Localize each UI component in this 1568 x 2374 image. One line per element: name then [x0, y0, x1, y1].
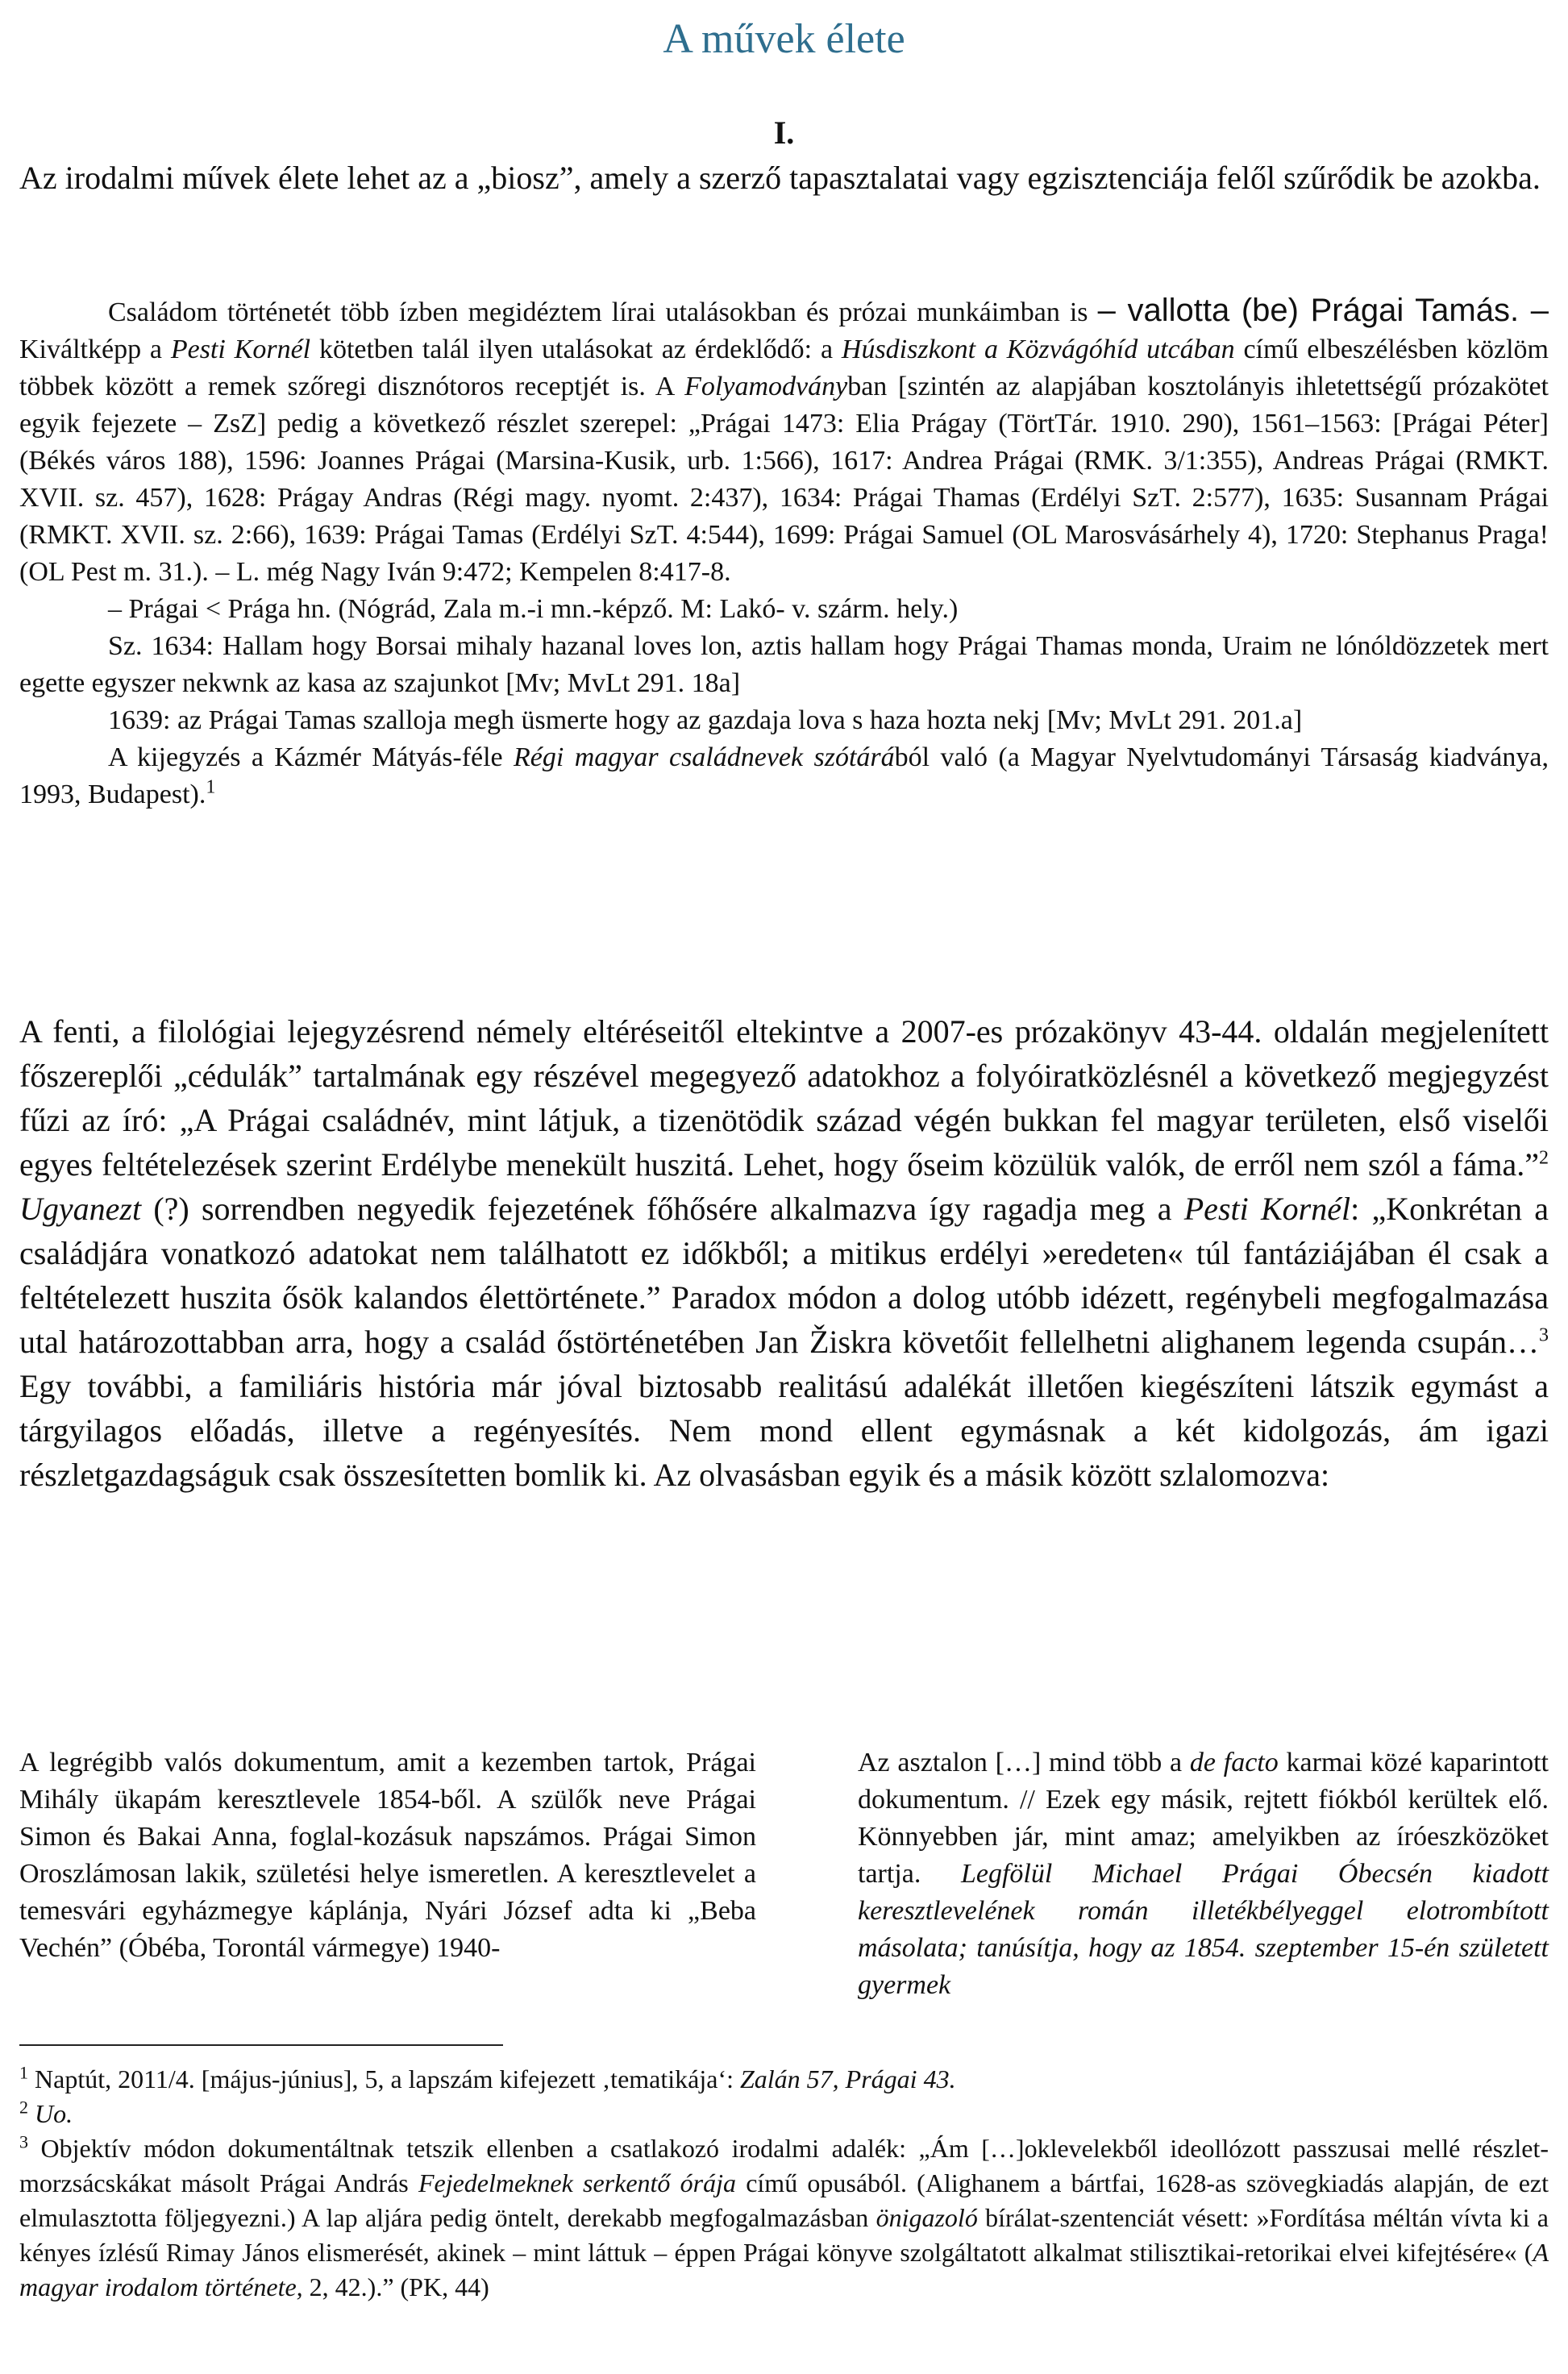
footnote-2: $^2$ Uo. — [19, 2097, 73, 2128]
footnote-3: $^3$ Objektív módon dokumentáltnak tetszik ellenben a csatlakozó irodalmi adalék: „Ám […]oklevelekből ideollózott passzusai mellé részlet-morzsácskákat másolt Prágai András Fejedelmeknek serkentő órája című opusából. (Alighanem a bártfai, 1628-as szövegkiadás alapján, de ezt elmulasztotta följegyezni.) A lap aljára pedig öntelt, derekabb megfogalmazásban önigazoló bírálat-szentenciát vésett: »Fordítása méltán vívta ki a kényes ízlésű Rimay János elismerését, akinek – mint láttuk – éppen Prágai könyve szolgáltatott alkalmat stilisztikai-retorikai elvei kifejtésére« (A magyar irodalom története, 2, 42.).” (PK, 44) — [19, 2131, 1549, 2301]
main-paragraph: A fenti, a filológiai lejegyzésrend némely eltéréseitől eltekintve a 2007-es prózakönyv 43-44. oldalán megjelenített főszereplői „cédulák” tartalmának egy részével megegyező adatokhoz a folyóiratközlésnél a következő megjegyzést fűzi az író: „A Prágai családnév, mint látjuk, a tizenötödik század végén bukkan fel magyar területen, első viselői egyes feltételezések szerint Erdélybe menekült huszitá. Lehet, hogy őseim közülük valók, de erről nem szól a fáma.”$^2$ Ugyanezt (?) sorrendben negyedik fejezetének főhősére alkalmazva így ragadja meg a Pesti Kornél: „Konkrétan a családjára vonatkozó adatokat nem találhatott ez időkből; a mitikus erdélyi »eredeten« túl fantáziájában él csak a feltételezett huszita ősök kalandos élettörténete.” Paradox módon a dolog utóbb idézett, regénybeli megfogalmazása utal határozottabban arra, hogy a család őstörténetében Jan Žiskra követőit fellelhetni alighanem legenda csupán…$^3$ Egy további, a familiáris história már jóval biztosabb realitású adalékát illetően kiegészíteni látszik egymást a tárgyilagos előadás, illetve a regényesítés. Nem mond ellent egymásnak a két kidolgozás, ám igazi részletgazdagságuk csak összesítetten bomlik ki. Az olvasásban egyik és a másik között szlalomozva: — [19, 1013, 1549, 1493]
section-number: I. — [773, 114, 795, 151]
quote-paragraph-3: Sz. 1634: Hallam hogy Borsai mihaly hazanal loves lon, aztis hallam hogy Prágai Thamas monda, Uraim ne lónóldözzetek mert egette egyszer nekwnk az kasa az szajunkot [Mv; MvLt 291. 18a] — [19, 631, 1549, 698]
footnote-ref-2[interactable]: 2 — [1539, 1147, 1549, 1169]
quote-paragraph-5: A kijegyzés a Kázmér Mátyás-féle Régi magyar családnevek szótárából való (a Magyar Nyelvtudományi Társaság kiadványa, 1993, Budapest).$^1$ — [19, 742, 1549, 809]
quote-paragraph-4: 1639: az Prágai Tamas szalloja megh üsmerte hogy az gazdaja lova s haza hozta nekj [Mv; MvLt 291. 201.a] — [108, 705, 1303, 735]
footnote-ref-1[interactable]: 1 — [206, 776, 216, 798]
quoted-block — [19, 292, 1549, 813]
footnote-ref-3[interactable]: 3 — [1539, 1324, 1549, 1346]
left-column-text: A legrégibb valós dokumentum, amit a kezemben tartok, Prágai Mihály ükapám keresztlevele 1854-ből. A szülők neve Prágai Simon és Bakai Anna, foglal-kozásuk napszámos. Prágai Simon Oroszlámosan lakik, születési helye ismeretlen. A keresztlevelet a temesvári egyházmegye káplánja, Nyári József adta ki „Beba Vechén” (Óbéba, Torontál vármegye) 1940- — [19, 1748, 756, 1963]
lead-paragraph: Az irodalmi művek élete lehet az a „biosz”, amely a szerző tapasztalatai vagy egzisztenciája felől szűrődik be azokba. — [19, 160, 1541, 196]
footnote-1: $^1$ Naptút, 2011/4. [május-június], 5, a lapszám kifejezett ‚tematikája‘: Zalán 57, Prágai 43. — [19, 2062, 956, 2093]
quote-paragraph-2: – Prágai < Prága hn. (Nógrád, Zala m.-i mn.-képző. M: Lakó- v. szárm. hely.) — [108, 594, 959, 624]
two-column-comparison — [19, 1744, 1549, 2019]
quote-paragraph-1: Családom történetét több ízben megidéztem lírai utalásokban és prózai munkáimban is – vallotta (be) Prágai Tamás. – Kiváltképp a Pesti Kornél kötetben talál ilyen utalásokat az érdeklődő: a Húsdiszkont a Közvágóhíd utcában című elbeszélésben közlöm többek között a remek szőregi disznótoros receptjét is. A Folyamodványban [szintén az alapjában kosztolányis ihletettségű prózakötet egyik fejezete – ZsZ] pedig a következő részlet szerepel: „Prágai 1473: Elia Prágay (TörtTár. 1910. 290), 1561–1563: [Prágai Péter] (Békés város 188), 1596: Joannes Prágai (Marsina-Kusik, urb. 1:566), 1617: Andrea Prágai (RMK. 3/1:355), Andreas Prágai (RMKT. XVII. sz. 457), 1628: Prágay Andras (Régi magy. nyomt. 2:437), 1634: Prágai Thamas (Erdélyi SzT. 2:577), 1635: Susannam Prágai (RMKT. XVII. sz. 2:66), 1639: Prágai Tamas (Erdélyi SzT. 4:544), 1699: Prágai Samuel (OL Marosvásárhely 4), 1720: Stephanus Praga! (OL Pest m. 31.). – L. még Nagy Iván 9:472; Kempelen 8:417-8. — [19, 293, 1549, 587]
page-title: A művek élete — [663, 16, 905, 62]
right-column-text: Az asztalon […] mind több a de facto karmai közé kaparintott dokumentum. // Ezek egy másik, rejtett fiókból kerültek elő. Könnyebben jár, mint amaz; amelyikben az íróeszközöket tartja. Legfölül Michael Prágai Óbecsén kiadott keresztlevelének román illetékbélyeggel elotrombított másolata; tanúsítja, hogy az 1854. szeptember 15-én született gyermek — [858, 1748, 1549, 2000]
footnotes — [19, 2062, 1549, 2305]
footnote-divider — [19, 2044, 503, 2046]
